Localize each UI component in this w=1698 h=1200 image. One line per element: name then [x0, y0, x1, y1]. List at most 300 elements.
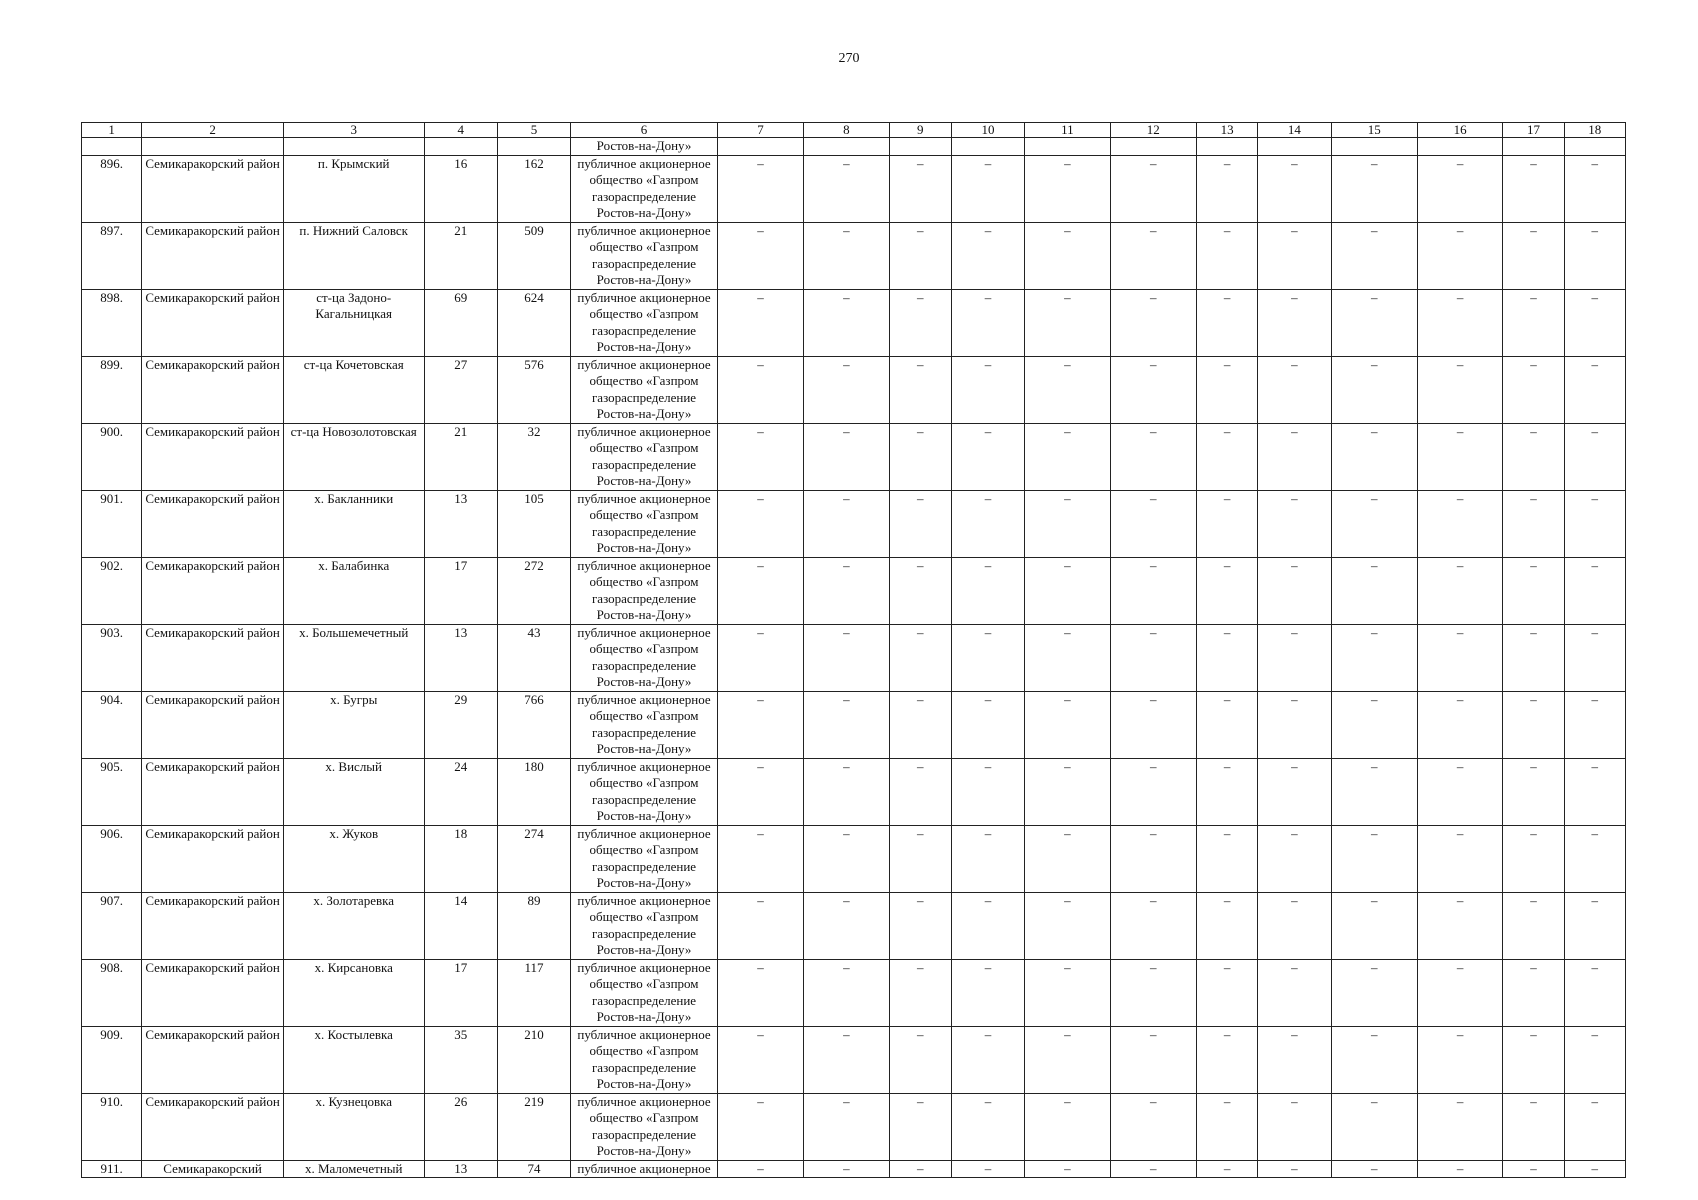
organization-cell: публичное акционерное общество «Газпром газораспределение Ростов-на-Дону»: [571, 825, 718, 892]
dash-cell: –: [804, 557, 889, 624]
column-5-value: 272: [497, 557, 570, 624]
dash-cell: –: [717, 758, 803, 825]
district-cell: Семикаракорский район: [142, 289, 284, 356]
dash-cell: –: [1110, 959, 1196, 1026]
row-number: 907.: [82, 892, 142, 959]
column-5-value: 509: [497, 222, 570, 289]
dash-cell: –: [889, 892, 951, 959]
dash-cell: –: [889, 825, 951, 892]
dash-cell: –: [1417, 557, 1502, 624]
organization-cell: публичное акционерное общество «Газпром газораспределение Ростов-на-Дону»: [571, 490, 718, 557]
dash-cell: –: [804, 691, 889, 758]
dash-cell: –: [1564, 1093, 1625, 1160]
table-row: [82, 557, 1626, 624]
dash-cell: –: [717, 1026, 803, 1093]
dash-cell: –: [804, 1093, 889, 1160]
page-number: 270: [838, 51, 860, 66]
dash-cell: –: [1258, 557, 1331, 624]
dash-cell: –: [717, 1093, 803, 1160]
dash-cell: –: [1110, 289, 1196, 356]
row-number: 910.: [82, 1093, 142, 1160]
empty-cell: [424, 138, 497, 156]
column-5-value: 105: [497, 490, 570, 557]
dash-cell: –: [1564, 289, 1625, 356]
dash-cell: –: [1503, 557, 1564, 624]
continuation-cell: Ростов-на-Дону»: [571, 138, 718, 156]
column-5-value: 162: [497, 155, 570, 222]
dash-cell: –: [1417, 1160, 1502, 1178]
dash-cell: –: [1417, 289, 1502, 356]
dash-cell: –: [1258, 825, 1331, 892]
organization-cell: публичное акционерное: [571, 1160, 718, 1178]
dash-cell: –: [951, 758, 1024, 825]
settlement-cell: п. Крымский: [283, 155, 424, 222]
column-4-value: 13: [424, 490, 497, 557]
row-number: 906.: [82, 825, 142, 892]
dash-cell: –: [1110, 1093, 1196, 1160]
empty-cell: [1025, 138, 1110, 156]
column-header: 6: [571, 123, 718, 138]
settlement-cell: ст-ца Кочетовская: [283, 356, 424, 423]
column-4-value: 16: [424, 155, 497, 222]
column-header: 11: [1025, 123, 1110, 138]
dash-cell: –: [1110, 892, 1196, 959]
dash-cell: –: [804, 1026, 889, 1093]
settlement-cell: х. Бугры: [283, 691, 424, 758]
column-header: 8: [804, 123, 889, 138]
settlement-cell: ст-ца Новозолотовская: [283, 423, 424, 490]
dash-cell: –: [717, 691, 803, 758]
dash-cell: –: [1417, 490, 1502, 557]
dash-cell: –: [951, 959, 1024, 1026]
dash-cell: –: [1258, 892, 1331, 959]
dash-cell: –: [1110, 557, 1196, 624]
dash-cell: –: [1110, 222, 1196, 289]
column-5-value: 74: [497, 1160, 570, 1178]
row-number: 905.: [82, 758, 142, 825]
district-cell: Семикаракорский район: [142, 155, 284, 222]
dash-cell: –: [1331, 423, 1417, 490]
row-number: 909.: [82, 1026, 142, 1093]
district-cell: Семикаракорский: [142, 1160, 284, 1178]
dash-cell: –: [717, 423, 803, 490]
dash-cell: –: [1331, 624, 1417, 691]
column-header: 10: [951, 123, 1024, 138]
district-cell: Семикаракорский район: [142, 959, 284, 1026]
dash-cell: –: [951, 1160, 1024, 1178]
row-number: 904.: [82, 691, 142, 758]
settlement-cell: ст-ца Задоно-Кагальницкая: [283, 289, 424, 356]
settlement-cell: х. Костылевка: [283, 1026, 424, 1093]
dash-cell: –: [717, 892, 803, 959]
dash-cell: –: [1110, 356, 1196, 423]
table-row: [82, 691, 1626, 758]
row-number: 900.: [82, 423, 142, 490]
dash-cell: –: [1258, 356, 1331, 423]
dash-cell: –: [1025, 758, 1110, 825]
dash-cell: –: [889, 624, 951, 691]
row-number: 911.: [82, 1160, 142, 1178]
table-row: [82, 892, 1626, 959]
dash-cell: –: [1564, 356, 1625, 423]
dash-cell: –: [1503, 423, 1564, 490]
district-cell: Семикаракорский район: [142, 758, 284, 825]
settlement-cell: х. Большемечетный: [283, 624, 424, 691]
dash-cell: –: [1503, 624, 1564, 691]
empty-cell: [717, 138, 803, 156]
dash-cell: –: [1331, 1160, 1417, 1178]
empty-cell: [1564, 138, 1625, 156]
dash-cell: –: [1196, 691, 1257, 758]
dash-cell: –: [1503, 892, 1564, 959]
table-row: [82, 222, 1626, 289]
dash-cell: –: [1503, 155, 1564, 222]
dash-cell: –: [1258, 289, 1331, 356]
settlement-cell: х. Вислый: [283, 758, 424, 825]
dash-cell: –: [1025, 1160, 1110, 1178]
empty-cell: [142, 138, 284, 156]
organization-cell: публичное акционерное общество «Газпром газораспределение Ростов-на-Дону»: [571, 557, 718, 624]
dash-cell: –: [1564, 959, 1625, 1026]
dash-cell: –: [1196, 758, 1257, 825]
dash-cell: –: [1503, 825, 1564, 892]
district-cell: Семикаракорский район: [142, 892, 284, 959]
dash-cell: –: [889, 289, 951, 356]
dash-cell: –: [951, 155, 1024, 222]
dash-cell: –: [1331, 691, 1417, 758]
dash-cell: –: [1331, 490, 1417, 557]
dash-cell: –: [717, 557, 803, 624]
dash-cell: –: [1564, 490, 1625, 557]
dash-cell: –: [1196, 1160, 1257, 1178]
empty-cell: [497, 138, 570, 156]
column-4-value: 17: [424, 959, 497, 1026]
dash-cell: –: [1417, 356, 1502, 423]
settlement-cell: п. Нижний Саловск: [283, 222, 424, 289]
empty-cell: [1417, 138, 1502, 156]
dash-cell: –: [804, 356, 889, 423]
column-4-value: 26: [424, 1093, 497, 1160]
column-5-value: 576: [497, 356, 570, 423]
dash-cell: –: [1196, 959, 1257, 1026]
dash-cell: –: [1196, 1026, 1257, 1093]
dash-cell: –: [889, 959, 951, 1026]
dash-cell: –: [1110, 423, 1196, 490]
column-header: 16: [1417, 123, 1502, 138]
dash-cell: –: [889, 1093, 951, 1160]
dash-cell: –: [1025, 557, 1110, 624]
row-number: 898.: [82, 289, 142, 356]
dash-cell: –: [717, 1160, 803, 1178]
empty-cell: [951, 138, 1024, 156]
column-5-value: 32: [497, 423, 570, 490]
column-header: 3: [283, 123, 424, 138]
dash-cell: –: [1025, 1026, 1110, 1093]
table-row: [82, 155, 1626, 222]
district-cell: Семикаракорский район: [142, 624, 284, 691]
column-5-value: 180: [497, 758, 570, 825]
dash-cell: –: [1417, 758, 1502, 825]
column-5-value: 624: [497, 289, 570, 356]
dash-cell: –: [1258, 423, 1331, 490]
column-header: 18: [1564, 123, 1625, 138]
dash-cell: –: [951, 490, 1024, 557]
district-cell: Семикаракорский район: [142, 691, 284, 758]
empty-cell: [889, 138, 951, 156]
organization-cell: публичное акционерное общество «Газпром газораспределение Ростов-на-Дону»: [571, 758, 718, 825]
dash-cell: –: [804, 155, 889, 222]
dash-cell: –: [1196, 155, 1257, 222]
district-cell: Семикаракорский район: [142, 557, 284, 624]
dash-cell: –: [1503, 691, 1564, 758]
column-header: 9: [889, 123, 951, 138]
column-header: 7: [717, 123, 803, 138]
table-row: [82, 825, 1626, 892]
dash-cell: –: [1258, 959, 1331, 1026]
dash-cell: –: [1025, 490, 1110, 557]
dash-cell: –: [1417, 691, 1502, 758]
dash-cell: –: [1258, 691, 1331, 758]
dash-cell: –: [717, 289, 803, 356]
dash-cell: –: [804, 758, 889, 825]
dash-cell: –: [1110, 758, 1196, 825]
dash-cell: –: [1503, 1026, 1564, 1093]
dash-cell: –: [717, 356, 803, 423]
dash-cell: –: [717, 155, 803, 222]
dash-cell: –: [1025, 624, 1110, 691]
dash-cell: –: [1417, 1093, 1502, 1160]
dash-cell: –: [1196, 289, 1257, 356]
dash-cell: –: [889, 557, 951, 624]
district-cell: Семикаракорский район: [142, 490, 284, 557]
dash-cell: –: [1564, 155, 1625, 222]
dash-cell: –: [1331, 222, 1417, 289]
dash-cell: –: [1110, 490, 1196, 557]
dash-cell: –: [1564, 1026, 1625, 1093]
dash-cell: –: [889, 155, 951, 222]
dash-cell: –: [1331, 356, 1417, 423]
dash-cell: –: [804, 222, 889, 289]
row-number: 901.: [82, 490, 142, 557]
settlement-cell: х. Маломечетный: [283, 1160, 424, 1178]
dash-cell: –: [804, 825, 889, 892]
header-row: [82, 123, 1626, 138]
column-header: 14: [1258, 123, 1331, 138]
dash-cell: –: [1564, 825, 1625, 892]
empty-cell: [283, 138, 424, 156]
dash-cell: –: [889, 1026, 951, 1093]
empty-cell: [1503, 138, 1564, 156]
dash-cell: –: [1258, 222, 1331, 289]
dash-cell: –: [1025, 289, 1110, 356]
dash-cell: –: [1258, 624, 1331, 691]
dash-cell: –: [889, 423, 951, 490]
column-header: 12: [1110, 123, 1196, 138]
column-header: 1: [82, 123, 142, 138]
table-row: [82, 1026, 1626, 1093]
data-table: [81, 122, 1626, 1178]
dash-cell: –: [804, 959, 889, 1026]
dash-cell: –: [1331, 1026, 1417, 1093]
dash-cell: –: [804, 423, 889, 490]
dash-cell: –: [717, 959, 803, 1026]
dash-cell: –: [1110, 624, 1196, 691]
table-row: [82, 1160, 1626, 1178]
dash-cell: –: [951, 423, 1024, 490]
table-row: [82, 356, 1626, 423]
column-header: 15: [1331, 123, 1417, 138]
dash-cell: –: [1025, 1093, 1110, 1160]
dash-cell: –: [1564, 624, 1625, 691]
dash-cell: –: [889, 1160, 951, 1178]
dash-cell: –: [1503, 758, 1564, 825]
empty-cell: [1110, 138, 1196, 156]
organization-cell: публичное акционерное общество «Газпром газораспределение Ростов-на-Дону»: [571, 1026, 718, 1093]
column-5-value: 43: [497, 624, 570, 691]
dash-cell: –: [1196, 1093, 1257, 1160]
column-4-value: 35: [424, 1026, 497, 1093]
dash-cell: –: [1417, 222, 1502, 289]
column-header: 5: [497, 123, 570, 138]
district-cell: Семикаракорский район: [142, 825, 284, 892]
row-number: 903.: [82, 624, 142, 691]
dash-cell: –: [1258, 758, 1331, 825]
settlement-cell: х. Балабинка: [283, 557, 424, 624]
dash-cell: –: [1196, 557, 1257, 624]
district-cell: Семикаракорский район: [142, 423, 284, 490]
dash-cell: –: [804, 490, 889, 557]
organization-cell: публичное акционерное общество «Газпром газораспределение Ростов-на-Дону»: [571, 155, 718, 222]
organization-cell: публичное акционерное общество «Газпром газораспределение Ростов-на-Дону»: [571, 624, 718, 691]
dash-cell: –: [889, 691, 951, 758]
dash-cell: –: [1564, 892, 1625, 959]
dash-cell: –: [1025, 825, 1110, 892]
column-4-value: 29: [424, 691, 497, 758]
column-4-value: 69: [424, 289, 497, 356]
dash-cell: –: [1110, 1160, 1196, 1178]
dash-cell: –: [1258, 1026, 1331, 1093]
column-4-value: 14: [424, 892, 497, 959]
dash-cell: –: [1564, 423, 1625, 490]
district-cell: Семикаракорский район: [142, 1093, 284, 1160]
column-5-value: 766: [497, 691, 570, 758]
column-4-value: 21: [424, 423, 497, 490]
dash-cell: –: [1258, 490, 1331, 557]
row-number: 897.: [82, 222, 142, 289]
dash-cell: –: [1417, 155, 1502, 222]
column-5-value: 219: [497, 1093, 570, 1160]
dash-cell: –: [951, 222, 1024, 289]
dash-cell: –: [1503, 959, 1564, 1026]
row-number: 896.: [82, 155, 142, 222]
dash-cell: –: [1503, 490, 1564, 557]
dash-cell: –: [951, 1093, 1024, 1160]
dash-cell: –: [1258, 155, 1331, 222]
dash-cell: –: [1331, 825, 1417, 892]
dash-cell: –: [1331, 892, 1417, 959]
dash-cell: –: [717, 222, 803, 289]
dash-cell: –: [1564, 222, 1625, 289]
column-4-value: 13: [424, 624, 497, 691]
dash-cell: –: [1110, 155, 1196, 222]
dash-cell: –: [1258, 1160, 1331, 1178]
dash-cell: –: [1025, 356, 1110, 423]
dash-cell: –: [889, 222, 951, 289]
dash-cell: –: [951, 1026, 1024, 1093]
dash-cell: –: [1025, 155, 1110, 222]
organization-cell: публичное акционерное общество «Газпром газораспределение Ростов-на-Дону»: [571, 222, 718, 289]
dash-cell: –: [1025, 959, 1110, 1026]
table-row: [82, 959, 1626, 1026]
dash-cell: –: [951, 557, 1024, 624]
dash-cell: –: [951, 691, 1024, 758]
dash-cell: –: [1564, 691, 1625, 758]
column-5-value: 274: [497, 825, 570, 892]
dash-cell: –: [1564, 1160, 1625, 1178]
empty-cell: [1331, 138, 1417, 156]
settlement-cell: х. Кирсановка: [283, 959, 424, 1026]
dash-cell: –: [1196, 892, 1257, 959]
dash-cell: –: [1331, 1093, 1417, 1160]
empty-cell: [804, 138, 889, 156]
dash-cell: –: [1196, 222, 1257, 289]
column-header: 2: [142, 123, 284, 138]
row-number: 908.: [82, 959, 142, 1026]
dash-cell: –: [804, 1160, 889, 1178]
dash-cell: –: [1417, 825, 1502, 892]
dash-cell: –: [1110, 1026, 1196, 1093]
district-cell: Семикаракорский район: [142, 356, 284, 423]
dash-cell: –: [1196, 825, 1257, 892]
dash-cell: –: [1503, 1160, 1564, 1178]
dash-cell: –: [951, 624, 1024, 691]
empty-cell: [82, 138, 142, 156]
column-5-value: 89: [497, 892, 570, 959]
dash-cell: –: [1110, 691, 1196, 758]
dash-cell: –: [1417, 1026, 1502, 1093]
settlement-cell: х. Золотаревка: [283, 892, 424, 959]
organization-cell: публичное акционерное общество «Газпром газораспределение Ростов-на-Дону»: [571, 959, 718, 1026]
table-row: [82, 624, 1626, 691]
organization-cell: публичное акционерное общество «Газпром газораспределение Ростов-на-Дону»: [571, 1093, 718, 1160]
dash-cell: –: [1503, 356, 1564, 423]
dash-cell: –: [804, 892, 889, 959]
column-header: 4: [424, 123, 497, 138]
dash-cell: –: [951, 892, 1024, 959]
column-4-value: 21: [424, 222, 497, 289]
dash-cell: –: [804, 624, 889, 691]
dash-cell: –: [889, 356, 951, 423]
dash-cell: –: [804, 289, 889, 356]
dash-cell: –: [1025, 691, 1110, 758]
organization-cell: публичное акционерное общество «Газпром газораспределение Ростов-на-Дону»: [571, 423, 718, 490]
empty-cell: [1258, 138, 1331, 156]
dash-cell: –: [1258, 1093, 1331, 1160]
dash-cell: –: [1564, 557, 1625, 624]
table-row: [82, 490, 1626, 557]
dash-cell: –: [717, 624, 803, 691]
dash-cell: –: [1503, 222, 1564, 289]
district-cell: Семикаракорский район: [142, 1026, 284, 1093]
continuation-row: [82, 138, 1626, 156]
column-5-value: 210: [497, 1026, 570, 1093]
dash-cell: –: [1331, 959, 1417, 1026]
row-number: 899.: [82, 356, 142, 423]
dash-cell: –: [1503, 1093, 1564, 1160]
table-row: [82, 1093, 1626, 1160]
dash-cell: –: [1331, 289, 1417, 356]
dash-cell: –: [1025, 423, 1110, 490]
